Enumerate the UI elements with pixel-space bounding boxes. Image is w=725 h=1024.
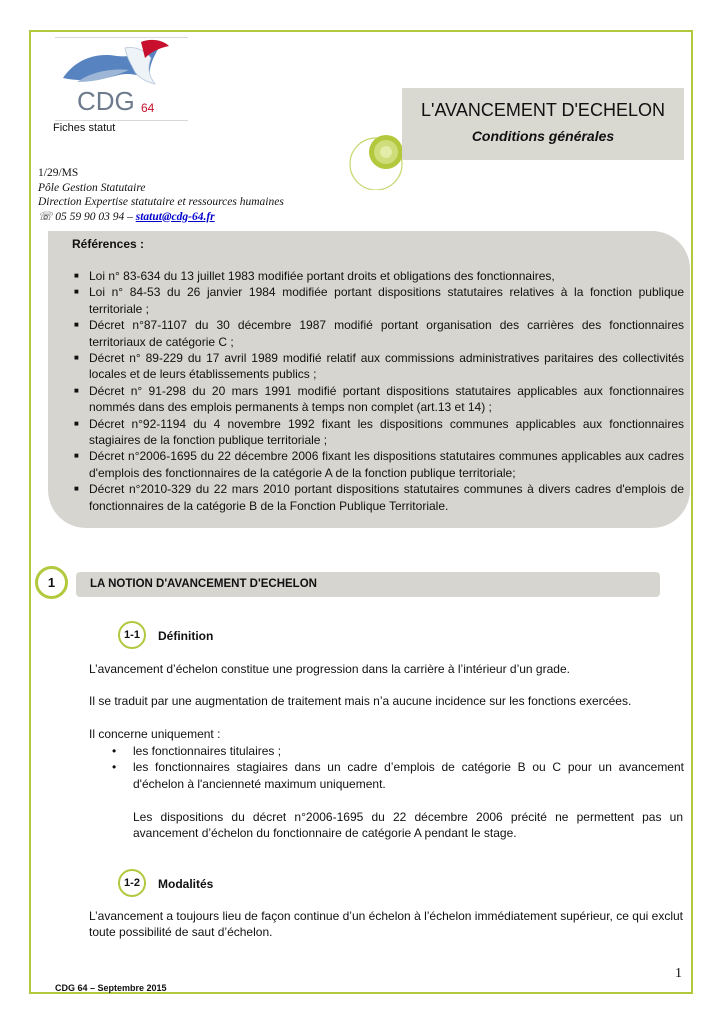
subsection-number-badge: 1-2 [118,869,146,897]
reference-item: ■ Décret n°87-1107 du 30 décembre 1987 modifié portant organisation des carrières des fonctionnaires territoriaux de catégorie C ; [74,317,684,350]
direction-label: Direction Expertise statutaire et ressources humaines [38,196,284,208]
paragraph: Il concerne uniquement : [89,727,221,741]
references-list [74,268,684,514]
reference-item: ■ Décret n°2006-1695 du 22 décembre 2006 fixant les dispositions statutaires communes applicables aux cadres d'emplois des fonctionnaires de la catégorie A de la fonction publique territoriale; [74,448,684,481]
pole-label: Pôle Gestion Statutaire [38,181,146,194]
contact-block [38,166,284,224]
footer-text: CDG 64 – Septembre 2015 [55,983,167,993]
email-link[interactable]: statut@cdg-64.fr [135,210,215,223]
reference-item: ■ Loi n° 84-53 du 26 janvier 1984 modifiée portant dispositions statutaires relatives à la fonction publique territoriale ; [74,284,684,317]
reference-item: ■ Décret n° 89-229 du 17 avril 1989 modifié relatif aux commissions administratives paritaires des collectivités locales et de leurs établissements publics ; [74,350,684,383]
phone-icon: ☏ [38,210,53,223]
logo-number: 64 [141,101,155,115]
section-number-badge: 1 [35,566,68,599]
paragraph: L’avancement a toujours lieu de façon continue d’un échelon à l’échelon immédiatement supérieur, ce qui exclut toute possibilité de saut d’échelon. [89,909,683,940]
title-box [402,88,684,160]
page-number: 1 [675,966,682,981]
document-subtitle: Conditions générales [471,128,615,144]
bullet-list [112,743,684,792]
marianne-logo-graphic [55,38,188,120]
reference-item: ■ Décret n°2010-329 du 22 mars 2010 portant dispositions statutaires communes à divers cadres d'emplois de fonctionnaires de la catégorie B de la Fonction Publique Territoriale. [74,481,684,514]
section-heading-bar [76,572,660,597]
document-title: L'AVANCEMENT D'ECHELON [421,100,665,120]
phone-number: 05 59 90 03 94 – [55,210,133,223]
paragraph: Il se traduit par une augmentation de traitement mais n’a aucune incidence sur les fonctions exercées. [89,694,632,708]
subsection-number-badge: 1-1 [118,621,146,649]
bullet-item: • les fonctionnaires titulaires ; [112,743,684,759]
note-paragraph: Les dispositions du décret n°2006-1695 du 22 décembre 2006 précité ne permettent pas un avancement d’échelon du fonctionnaire de catégorie A pendant le stage. [133,810,683,841]
subsection-title: Définition [158,629,214,643]
reference-item: ■ Loi n° 83-634 du 13 juillet 1983 modifiée portant droits et obligations des fonctionnaires, [74,268,684,284]
phone-line [38,210,284,225]
bullet-item: • les fonctionnaires stagiaires dans un cadre d’emplois de catégorie B ou C pour un avancement d'échelon à l'ancienneté maximum uniquement. [112,759,684,792]
fiches-statut-label: Fiches statut [53,122,116,134]
logo-text: CDG [77,86,135,116]
reference-item: ■ Décret n°92-1194 du 4 novembre 1992 fixant les dispositions communes applicables aux fonctionnaires stagiaires de la fonction publique territoriale ; [74,416,684,449]
reference-item: ■ Décret n° 91-298 du 20 mars 1991 modifié portant dispositions statutaires applicables aux fonctionnaires nommés dans des emplois permanents à temps non complet (art.13 et 14) ; [74,383,684,416]
cdg64-logo [55,37,188,121]
subsection-title: Modalités [158,877,214,891]
paragraph: L’avancement d’échelon constitue une progression dans la carrière à l’intérieur d’un grade. [89,662,570,676]
references-title: Références : [72,237,145,251]
references-box [48,231,690,528]
section-title: LA NOTION D'AVANCEMENT D'ECHELON [90,578,317,590]
reference-code: 1/29/MS [38,167,79,179]
